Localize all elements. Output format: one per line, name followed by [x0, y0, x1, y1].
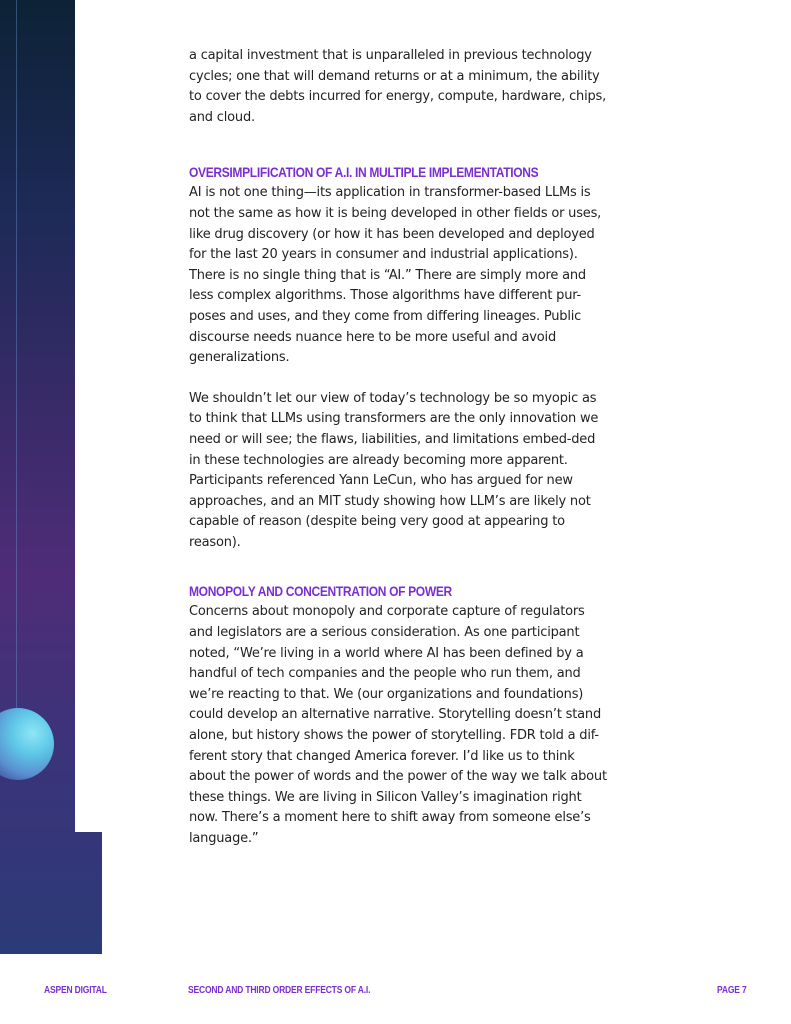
section1-paragraph-1: AI is not one thing—its application in transformer-based LLMs is not the same as how it is being developed in other fields or uses, like drug discovery (or how it has been developed and deployed for the last 20 years in consumer and industrial applications). There is no single thing that is “AI.” There are simply more and less complex algorithms. Those algorithms have different pur-poses and uses, and they come from differing lineages. Public discourse needs nuance here to be more useful and avoid generalizations. [189, 185, 602, 366]
decorative-side-line [16, 0, 17, 720]
body-content [189, 46, 609, 850]
footer-organization: ASPEN DIGITAL [44, 985, 107, 996]
section1-paragraph-2: We shouldn’t let our view of today’s technology be so myopic as to think that LLMs using transformers are the only innovation we need or will see; the flaws, liabilities, and limitations embed-ded in these technologies are already becoming more apparent. Participants referenced Yann LeCun, who has argued for new approaches, and an MIT study showing how LLM’s are likely not capable of reason (despite being very good at appearing to reason). [189, 390, 599, 550]
section-heading-oversimplification: OVERSIMPLIFICATION OF A.I. IN MULTIPLE IMPLEMENTATIONS [189, 164, 539, 181]
section2-paragraph-1: Concerns about monopoly and corporate capture of regulators and legislators are a serious consideration. As one participant noted, “We’re living in a world where AI has been defined by a handful of tech companies and the people who run them, and we’re reacting to that. We (our organizations and foundations) could develop an alternative narrative. Storytelling doesn’t stand alone, but history shows the power of storytelling. FDR told a dif-ferent story that changed America forever. I’d like us to think about the power of words and the power of the way we talk about these things. We are living in Silicon Valley’s imagination right now. There’s a moment here to shift away from someone else’s language.” [189, 604, 607, 846]
intro-paragraph: a capital investment that is unparalleled in previous technology cycles; one that will demand returns or at a minimum, the ability to cover the debts incurred for energy, compute, hardware, chips, and cloud. [189, 48, 607, 125]
footer-page-number: PAGE 7 [717, 985, 747, 996]
section-heading-monopoly: MONOPOLY AND CONCENTRATION OF POWER [189, 583, 452, 600]
side-band-notch [75, 0, 102, 832]
footer-report-title: SECOND AND THIRD ORDER EFFECTS OF A.I. [188, 985, 371, 996]
